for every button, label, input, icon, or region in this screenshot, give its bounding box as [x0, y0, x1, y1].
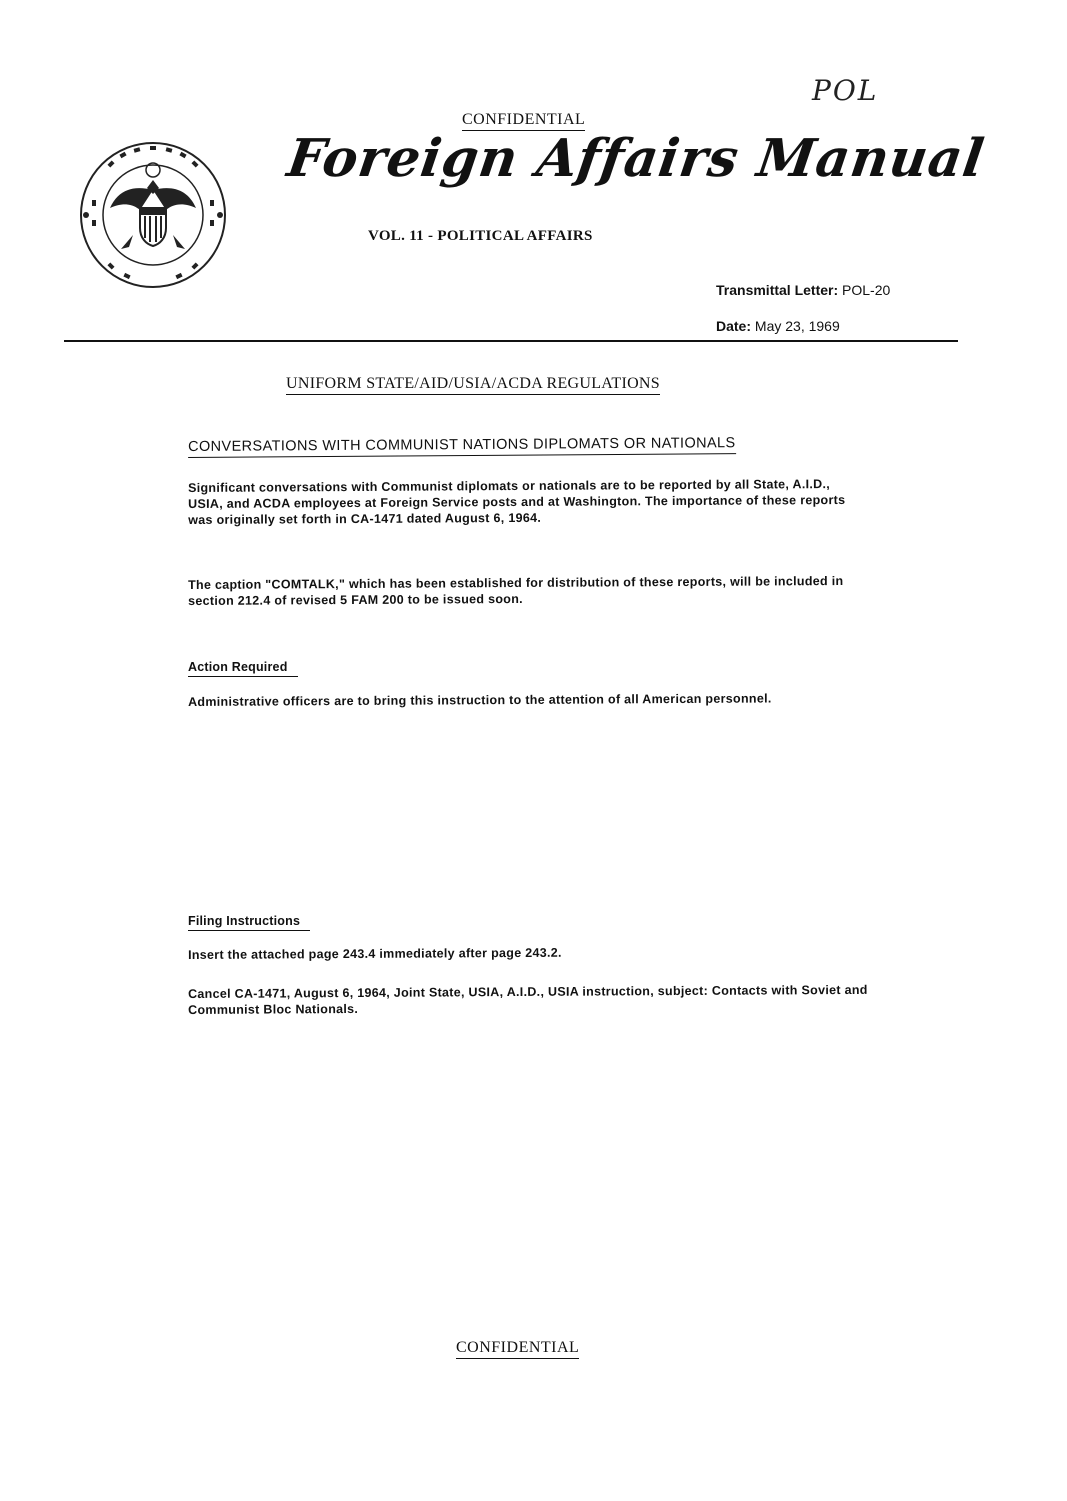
volume-title: VOL. 11 - POLITICAL AFFAIRS: [368, 228, 593, 244]
paragraph-action-required: Administrative officers are to bring this instruction to the attention of all American personnel.: [188, 691, 772, 709]
date-label: Date:: [716, 318, 752, 334]
heading-filing-instructions: Filing Instructions: [188, 913, 310, 931]
header-rule: [64, 340, 958, 342]
handwritten-note: POL: [812, 74, 879, 107]
classification-bottom: CONFIDENTIAL: [456, 1338, 579, 1359]
seal-icon: [81, 143, 225, 287]
transmittal-label: Transmittal Letter:: [716, 282, 839, 298]
department-of-state-seal: [78, 140, 228, 290]
date-value: May 23, 1969: [754, 318, 840, 334]
heading-action-required: Action Required: [188, 659, 298, 677]
paragraph-insert-page: Insert the attached page 243.4 immediately after page 243.2.: [188, 945, 562, 962]
subject-title: CONVERSATIONS WITH COMMUNIST NATIONS DIPLOMATS OR NATIONALS: [188, 434, 736, 458]
transmittal-letter: [716, 282, 890, 298]
date-line: [716, 318, 840, 334]
paragraph-cancel-instruction: Cancel CA-1471, August 6, 1964, Joint State, USIA, A.I.D., USIA instruction, subject: Contacts with Soviet and Communist Bloc Nationals.: [188, 982, 868, 1017]
masthead-title: Foreign Affairs Manual: [283, 128, 989, 189]
paragraph-significant-conversations: Significant conversations with Communist diplomats or nationals are to be reported by all State, A.I.D., USIA, and ACDA employees at Foreign Service posts and at Washington. The importance of these reports was originally set forth in CA-1471 dated August 6, 1964.: [188, 477, 846, 527]
classification-top: CONFIDENTIAL: [462, 110, 585, 131]
paragraph-comtalk-caption: The caption "COMTALK," which has been established for distribution of these reports, will be included in section 212.4 of revised 5 FAM 200 to be issued soon.: [188, 573, 844, 608]
regulations-title: UNIFORM STATE/AID/USIA/ACDA REGULATIONS: [286, 374, 660, 395]
transmittal-value: POL-20: [842, 282, 891, 298]
